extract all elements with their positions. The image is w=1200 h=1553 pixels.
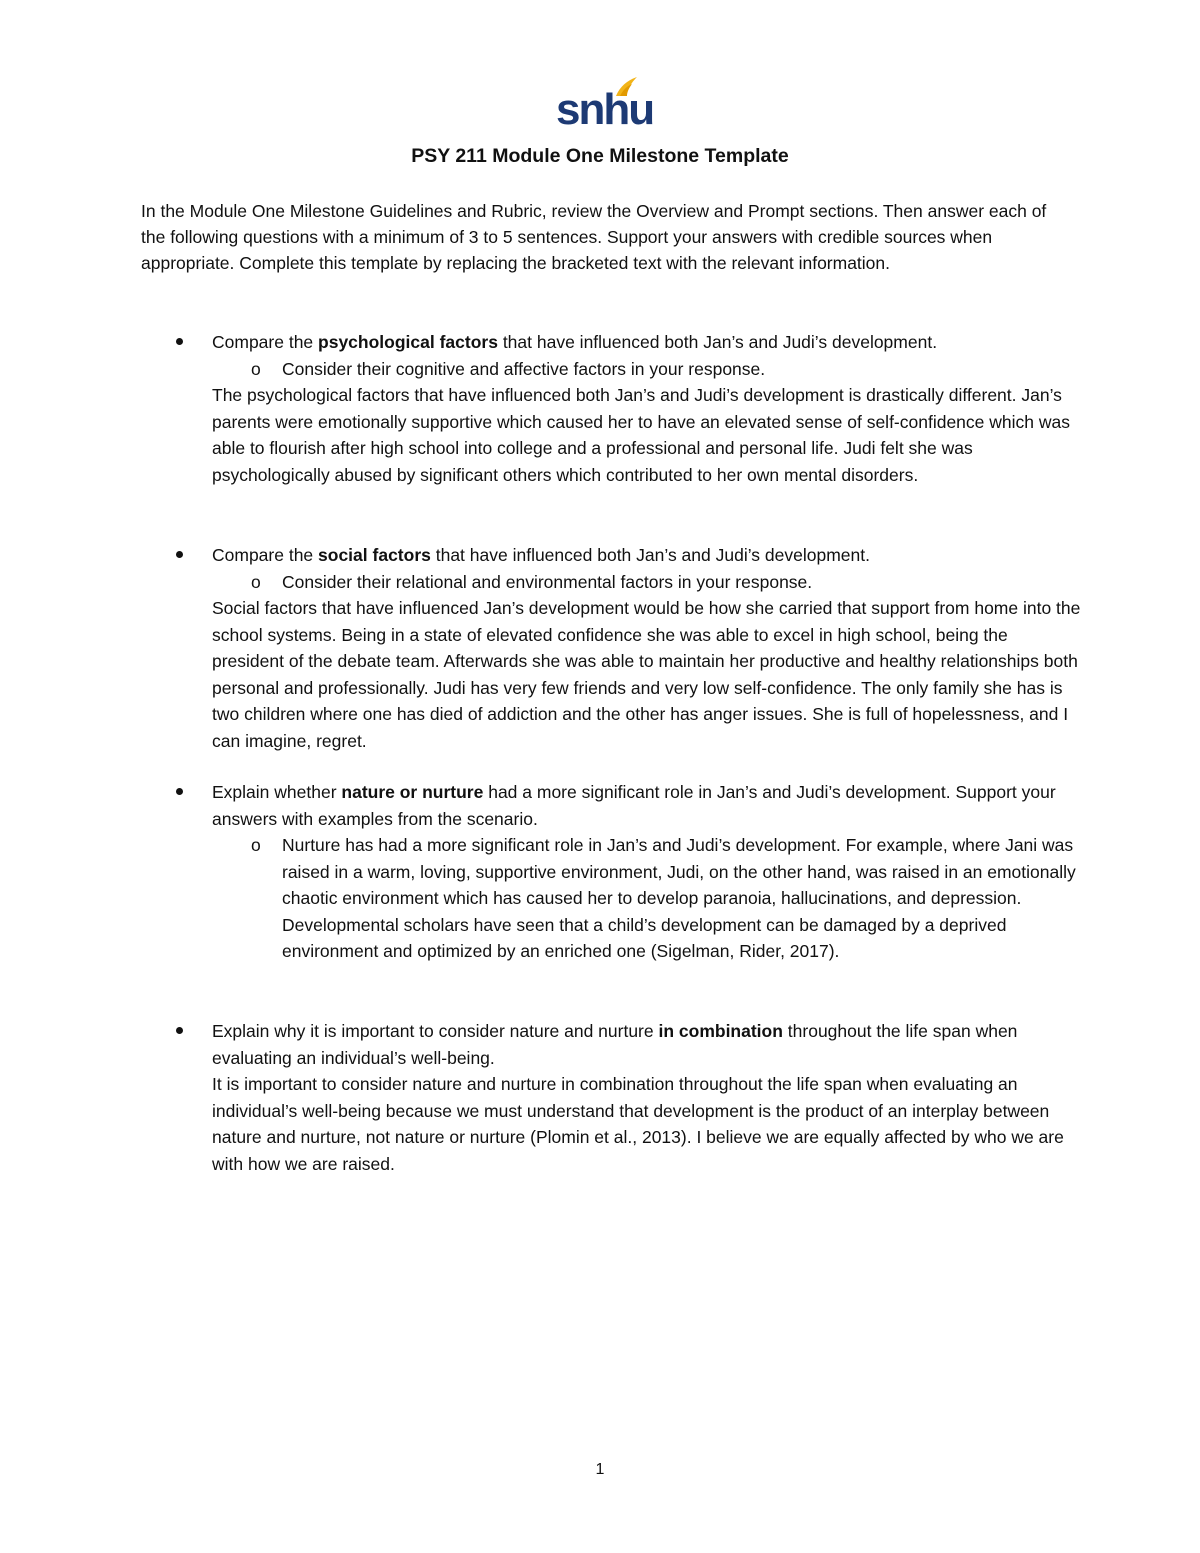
question-2 <box>212 542 1082 754</box>
subpoint-text: Nurture has had a more significant role in Jan’s and Judi’s development. For example, where Jani was raised in a warm, loving, supportive environment, Judi, on the other hand, was raised in an emotionally chaotic environment which has caused her to develop paranoia, hallucinations, and depression. Developmental scholars have seen that a child’s development can be damaged by a deprived environment and optimized by an enriched one (Sigelman, Rider, 2017). <box>282 835 1076 961</box>
prompt-text: Compare the <box>212 545 319 565</box>
subpoint-text: Consider their relational and environmental factors in your response. <box>282 571 813 592</box>
question-1-subpoint <box>212 356 1082 383</box>
question-4-prompt <box>212 1018 1082 1071</box>
prompt-text: Explain whether <box>212 782 342 802</box>
logo-wordmark: snhu <box>556 85 654 134</box>
question-1-prompt <box>212 329 1082 356</box>
sub-bullet-marker: o <box>251 835 261 855</box>
question-2-prompt <box>212 542 1082 569</box>
question-2-subpoint <box>212 569 1082 596</box>
prompt-emphasis: psychological factors <box>318 332 498 352</box>
intro-paragraph: In the Module One Milestone Guidelines and Rubric, review the Overview and Prompt sections. Then answer each of the following questions with a minimum of 3 to 5 sentences. Support your answers with credible sources when appropriate. Complete this template by replacing the bracketed text with the relevant information. <box>141 201 1047 273</box>
question-1-answer: The psychological factors that have influenced both Jan’s and Judi’s development is drastically different. Jan’s parents were emotionally supportive which caused her to have an elevated sense of self-confidence which was able to flourish after high school into college and a professional and personal life. Judi felt she was psychologically abused by significant others which contributed to her own mental disorders. <box>212 385 1070 485</box>
prompt-text: had a more significant role in Jan’s and Judi’s development. Support your answers with examples from the scenario. <box>212 782 1056 829</box>
question-4-answer: It is important to consider nature and nurture in combination throughout the life span when evaluating an individual’s well-being because we must understand that development is the product of an interplay between nature and nurture, not nature or nurture (Plomin et al., 2013). I believe we are equally affected by who we are with how we are raised. <box>212 1074 1064 1174</box>
prompt-emphasis: social factors <box>318 545 431 565</box>
prompt-text: Explain why it is important to consider nature and nurture <box>212 1021 659 1041</box>
subpoint-text: Consider their cognitive and affective factors in your response. <box>282 358 766 379</box>
bullet-icon <box>176 338 183 345</box>
bullet-icon <box>176 551 183 558</box>
sub-bullet-marker: o <box>251 358 261 379</box>
prompt-text: that have influenced both Jan’s and Judi’s development. <box>430 545 870 565</box>
sub-bullet-marker: o <box>251 571 261 592</box>
question-1 <box>212 329 1082 488</box>
prompt-emphasis: nature or nurture <box>341 782 484 802</box>
question-3 <box>212 779 1082 965</box>
bullet-icon <box>176 788 183 795</box>
document-title: PSY 211 Module One Milestone Template <box>411 145 789 167</box>
bullet-icon <box>176 1027 183 1034</box>
question-2-answer: Social factors that have influenced Jan’s development would be how she carried that support from home into the school systems. Being in a state of elevated confidence she was able to excel in high school, being the president of the debate team. Afterwards she was able to maintain her productive and healthy relationships both personal and professionally. Judi has very few friends and very low self-confidence. The only family she has is two children where one has died of addiction and the other has anger issues. She is full of hopelessness, and I can imagine, regret. <box>212 598 1081 751</box>
snhu-logo <box>556 76 654 134</box>
prompt-text: throughout the life span when evaluating an individual’s well-being. <box>212 1021 1018 1068</box>
prompt-emphasis: in combination <box>658 1021 783 1041</box>
page-number: 1 <box>595 1461 605 1478</box>
prompt-text: Compare the <box>212 332 319 352</box>
question-3-subpoint <box>212 832 1082 965</box>
prompt-text: that have influenced both Jan’s and Judi’s development. <box>497 332 938 352</box>
question-4 <box>212 1018 1082 1177</box>
question-3-prompt <box>212 779 1082 832</box>
